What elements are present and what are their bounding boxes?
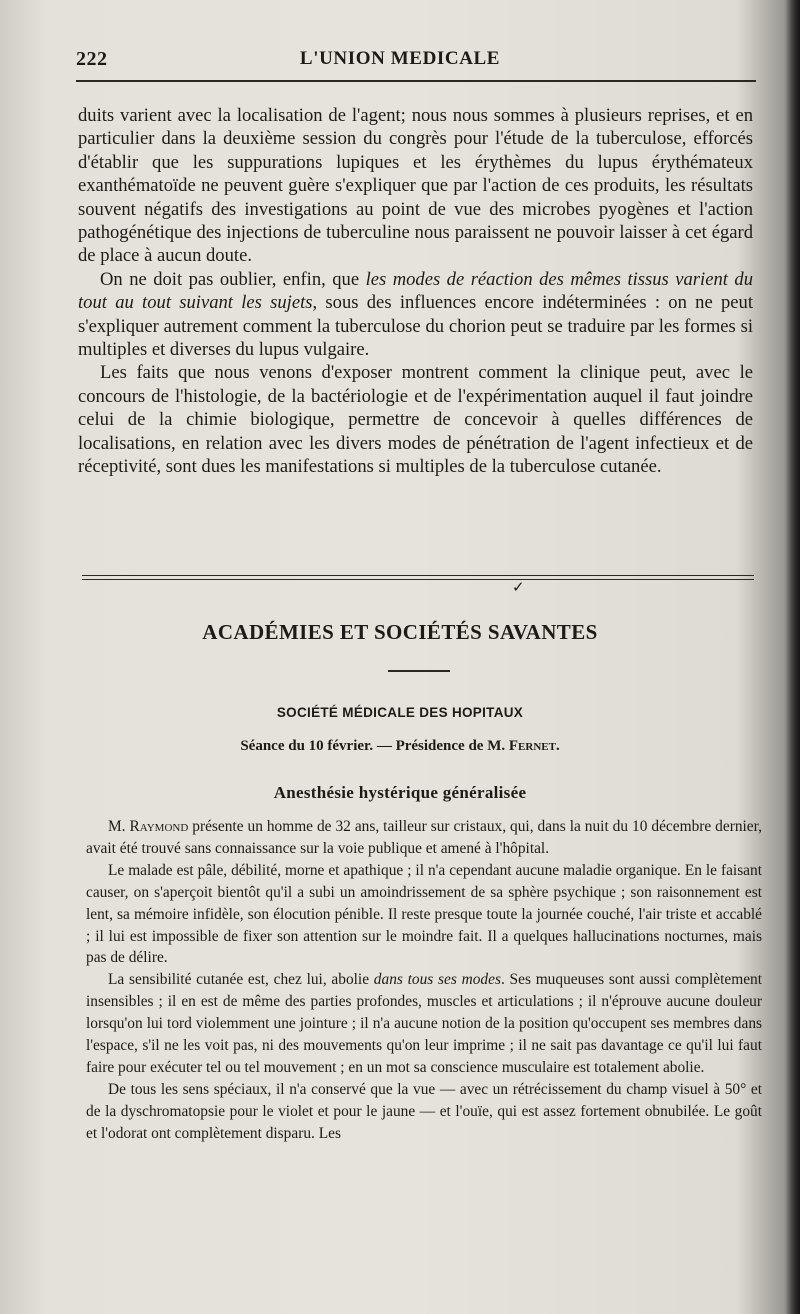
text-run: La sensibilité cutanée est, chez lui, abolie: [108, 971, 374, 989]
society-name: SOCIÉTÉ MÉDICALE DES HOPITAUX: [276, 705, 524, 720]
paragraph-general-state: Le malade est pâle, débilité, morne et apathique ; il n'a cependant aucune maladie organique. En le faisant causer, on s'aperçoit bientôt qu'il a subi un amoindrissement de sa sphère psychique ; son raisonnement est lent, sa mémoire infidèle, son élocution pénible. Il reste presque toute la journée couché, l'air triste et accablé ; il lui est impossible de fixer son attention sur le moindre fait. Il a quelques hallucinations nocturnes, mais pas de délire.: [86, 861, 762, 967]
paragraph-conclusion: Les faits que nous venons d'exposer montrent comment la clinique peut, avec le concours de l'histologie, de la bactériologie et de l'expérimentation auquel il faut joindre celui de la chimie biologique, permettre de concevoir à quelles différences de localisations, en relation avec les divers modes de pénétration de l'agent infectieux et de réceptivité, sont dues les manifestations si multiples de la tuberculose cutanée.: [78, 362, 753, 478]
section-title: ACADÉMIES ET SOCIÉTÉS SAVANTES: [202, 620, 598, 644]
header-rule: [76, 80, 756, 82]
author-name: Raymond: [129, 818, 189, 835]
session-line: [0, 738, 800, 755]
section-divider-top: [82, 575, 754, 576]
italic-phrase: dans tous ses modes: [373, 971, 501, 989]
text-run: présente un homme de 32 ans, tailleur sur cristaux, qui, dans la nuit du 10 décembre dernier, avait été trouvé sans connaissance sur la voie publique et amené à l'hôpital.: [86, 818, 762, 857]
text-run: . Ses muqueuses sont aussi complètement insensibles ; il en est de même des parties profondes, muscles et articulations ; il n'éprouve aucune douleur lorsqu'on lui tord violemment une jointure ; il n'a aucune notion de la position qu'occupent ses membres dans l'espace, s'il ne les voit pas, ni des mouvements qu'on leur imprime ; il ne sait pas davantage ce qu'il lui faut faire pour exécuter tel ou tel mouvement ; en un mot sa conscience musculaire est totalement abolie.: [86, 971, 762, 1076]
case-report-text: [86, 816, 762, 1145]
session-prefix: Séance du 10 février. — Présidence de M.: [240, 738, 509, 754]
text-run: M.: [108, 818, 130, 835]
session-suffix: .: [555, 738, 560, 754]
case-subheading: Anesthésie hystérique généralisée: [273, 783, 527, 802]
paragraph-presentation: [86, 816, 762, 860]
printer-mark-icon: ✓: [512, 580, 525, 596]
page-number: 222: [76, 48, 108, 70]
paragraph-reaction-modes: [78, 268, 753, 362]
title-underline: [388, 670, 450, 672]
running-title: L'UNION MEDICALE: [299, 48, 501, 69]
text-run: , sous des influences encore indéterminées : on ne peut s'expliquer autrement comment la tuberculose du chorion peut se traduire par les formes si multiples et diverses du lupus vulgaire.: [78, 292, 753, 361]
top-article-text: [78, 104, 753, 479]
president-name: Fernet: [508, 738, 556, 754]
italic-phrase: les modes de réaction des mêmes tissus varient du tout au tout suivant les sujets: [78, 268, 753, 314]
section-divider-bottom: [82, 579, 754, 580]
paragraph-sensibility: [86, 969, 762, 1079]
text-run: On ne doit pas oublier, enfin, que: [100, 268, 366, 290]
paragraph-continuation: duits varient avec la localisation de l'agent; nous nous sommes à plusieurs reprises, et en particulier dans la deuxième session du congrès pour l'étude de la tuberculose, efforcés d'établir que les suppurations lupiques et les érythèmes du lupus érythémateux exanthématoïde ne peuvent guère s'expliquer que par l'action de ces produits, les résultats souvent négatifs des investigations au point de vue des microbes pyogènes et l'action pathogénétique des injections de tuberculine nous paraissent ne pouvoir laisser à cet égard de place à aucun doute.: [78, 105, 753, 267]
paragraph-special-senses: De tous les sens spéciaux, il n'a conservé que la vue — avec un rétrécissement du champ visuel à 50° et de la dyschromatopsie pour le violet et pour le jaune — et l'ouïe, qui est assez fortement obnubilée. Le goût et l'odorat ont complètement disparu. Les: [86, 1080, 762, 1142]
binding-shadow: [786, 0, 800, 1314]
